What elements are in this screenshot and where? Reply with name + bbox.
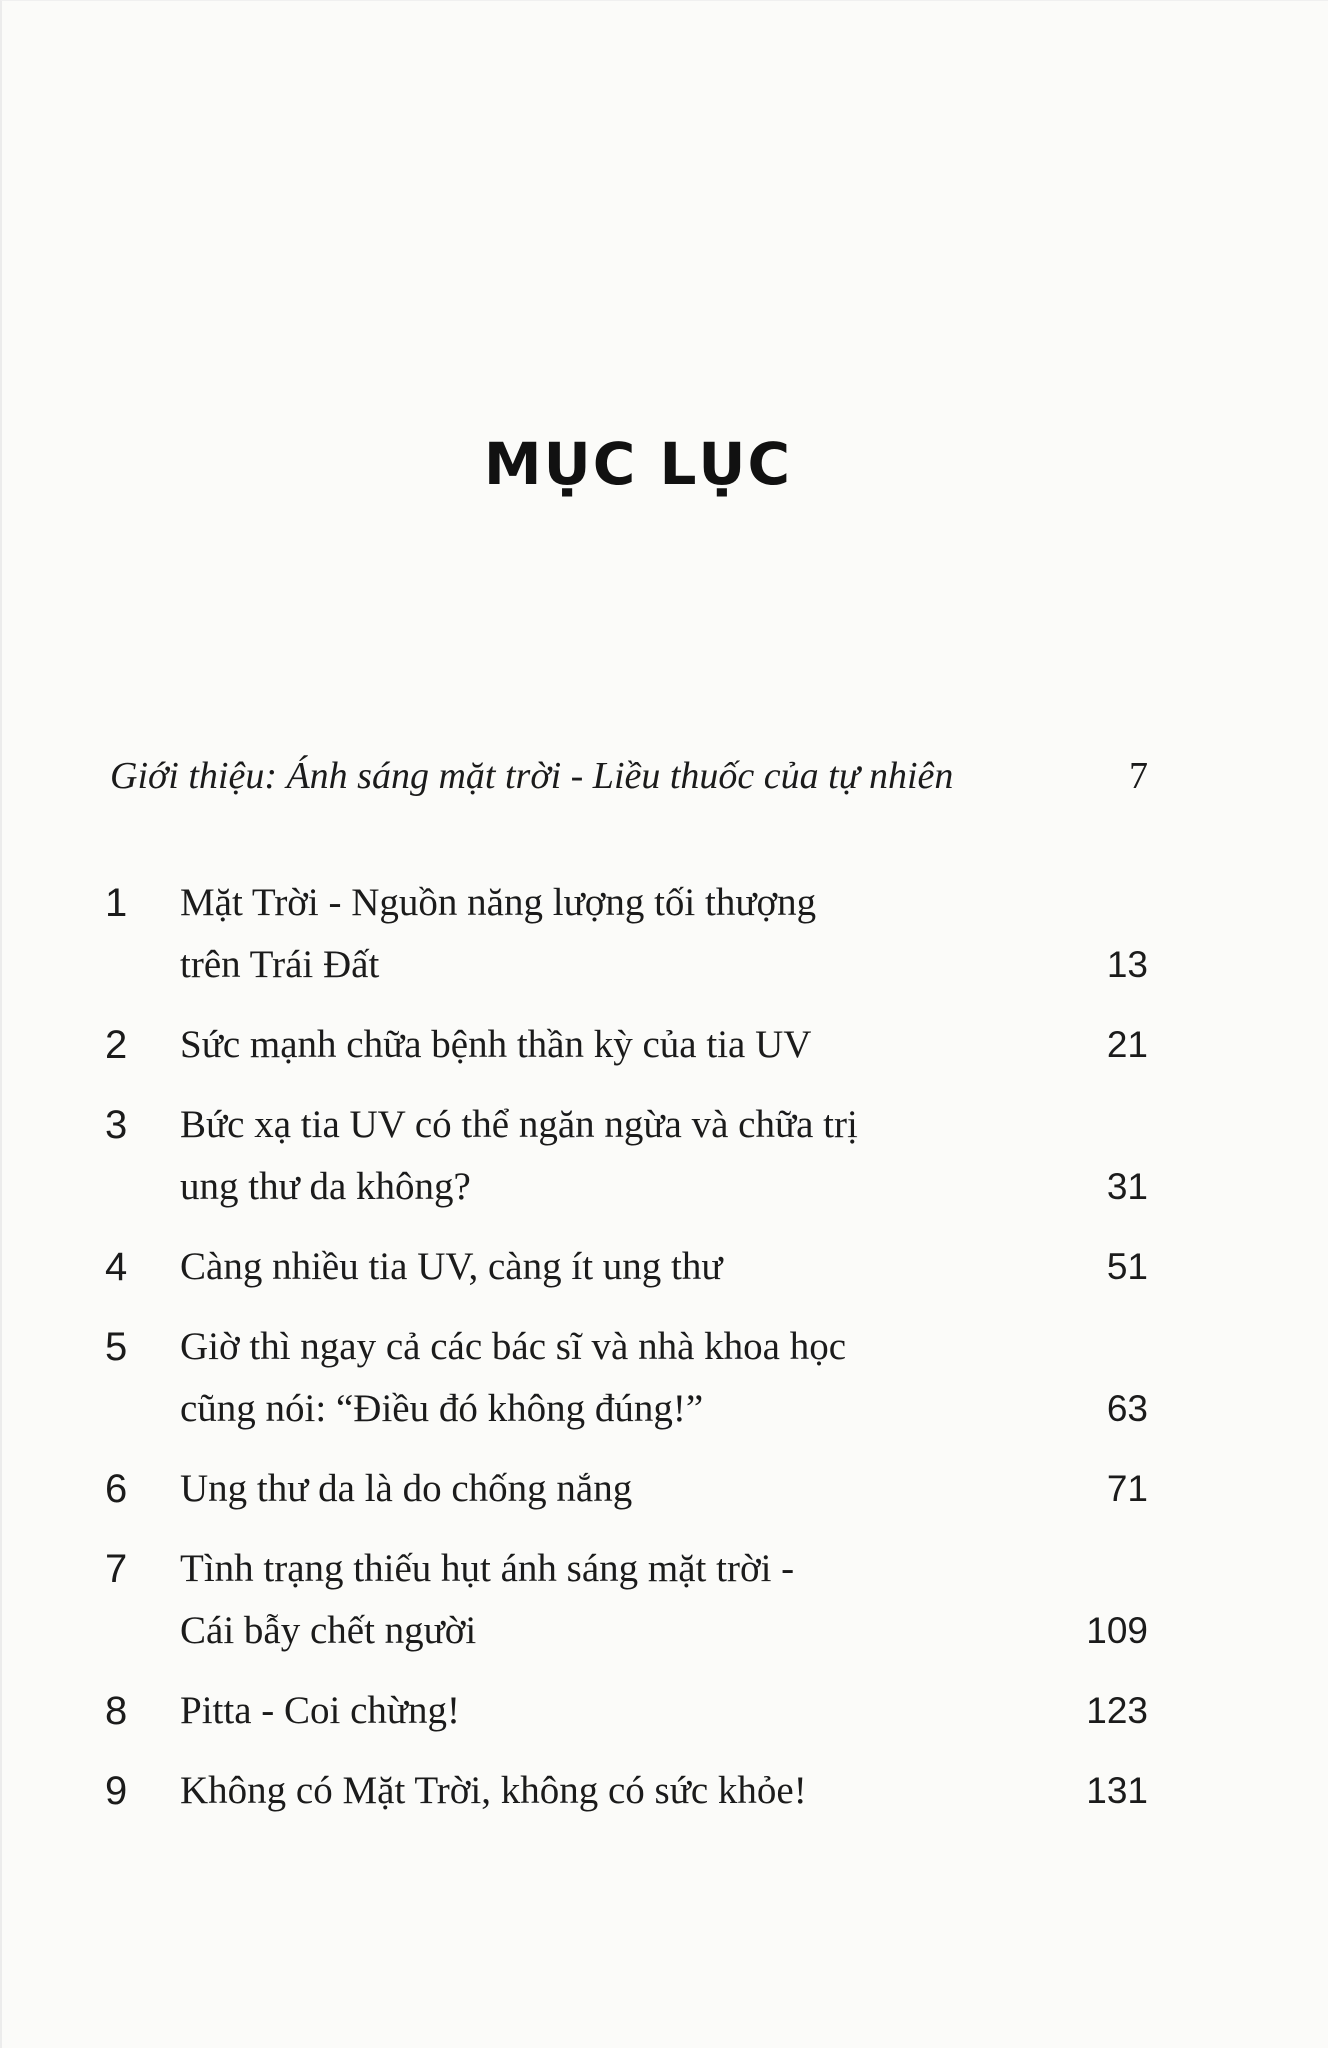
chapter-page-number: 109: [1086, 1610, 1148, 1651]
chapter-title: [180, 1094, 1028, 1218]
chapter-page-number: 31: [1106, 1166, 1148, 1207]
chapter-page-number: 71: [1106, 1468, 1148, 1509]
toc-entry: [105, 1316, 1148, 1440]
toc-entry: [105, 1236, 1148, 1298]
chapter-title: [180, 1760, 1028, 1822]
chapter-title: [180, 1236, 1028, 1298]
chapter-title: [180, 1458, 1028, 1520]
chapter-title: [180, 1538, 1028, 1662]
chapter-title-line: Không có Mặt Trời, không có sức khỏe!: [180, 1769, 807, 1812]
chapter-title-line: Giờ thì ngay cả các bác sĩ và nhà khoa học: [180, 1325, 847, 1368]
chapter-title: [180, 1680, 1028, 1742]
toc-intro-page-number: 7: [1129, 755, 1148, 797]
chapter-title-line: Tình trạng thiếu hụt ánh sáng mặt trời -: [180, 1547, 795, 1590]
chapter-number: 6: [105, 1467, 128, 1511]
chapter-title-line: Càng nhiều tia UV, càng ít ung thư: [180, 1245, 723, 1288]
chapter-page-number: 51: [1106, 1246, 1148, 1287]
chapter-title: [180, 1014, 1028, 1076]
chapter-title-line: Ung thư da là do chống nắng: [180, 1467, 633, 1510]
chapter-title: [180, 872, 1028, 996]
chapter-title-line: ung thư da không?: [180, 1165, 471, 1208]
toc-intro: [110, 752, 1148, 800]
chapter-title-line: Mặt Trời - Nguồn năng lượng tối thượng: [180, 881, 817, 924]
chapter-page-number: 131: [1086, 1770, 1148, 1811]
chapter-page-number: 21: [1106, 1024, 1148, 1065]
toc-entry: [105, 1680, 1148, 1742]
chapter-title-line: Pitta - Coi chừng!: [180, 1689, 461, 1732]
chapter-title-line: cũng nói: “Điều đó không đúng!”: [180, 1387, 704, 1430]
chapter-number: 1: [105, 881, 128, 925]
chapter-number: 9: [105, 1769, 128, 1813]
chapter-title: [180, 1316, 1028, 1440]
chapter-number: 2: [105, 1023, 128, 1067]
page-title: MỤC LỤC: [483, 430, 793, 498]
chapter-number: 8: [105, 1689, 128, 1733]
chapter-page-number: 63: [1106, 1388, 1148, 1429]
toc-entry: [105, 1014, 1148, 1076]
toc-entry: [105, 1538, 1148, 1662]
chapter-number: 5: [105, 1325, 128, 1369]
table-of-contents: [105, 872, 1148, 1840]
toc-entry: [105, 1760, 1148, 1822]
toc-entry: [105, 1458, 1148, 1520]
chapter-page-number: 123: [1086, 1690, 1148, 1731]
chapter-number: 3: [105, 1103, 128, 1147]
chapter-number: 7: [105, 1547, 128, 1591]
toc-entry: [105, 1094, 1148, 1218]
chapter-title-line: Bức xạ tia UV có thể ngăn ngừa và chữa trị: [180, 1103, 858, 1146]
toc-intro-title: Giới thiệu: Ánh sáng mặt trời - Liều thuốc của tự nhiên: [110, 755, 954, 797]
chapter-page-number: 13: [1106, 944, 1148, 985]
chapter-number: 4: [105, 1245, 128, 1289]
chapter-title-line: trên Trái Đất: [180, 943, 380, 986]
chapter-title-line: Cái bẫy chết người: [180, 1609, 477, 1652]
toc-entry: [105, 872, 1148, 996]
chapter-title-line: Sức mạnh chữa bệnh thần kỳ của tia UV: [180, 1023, 812, 1066]
